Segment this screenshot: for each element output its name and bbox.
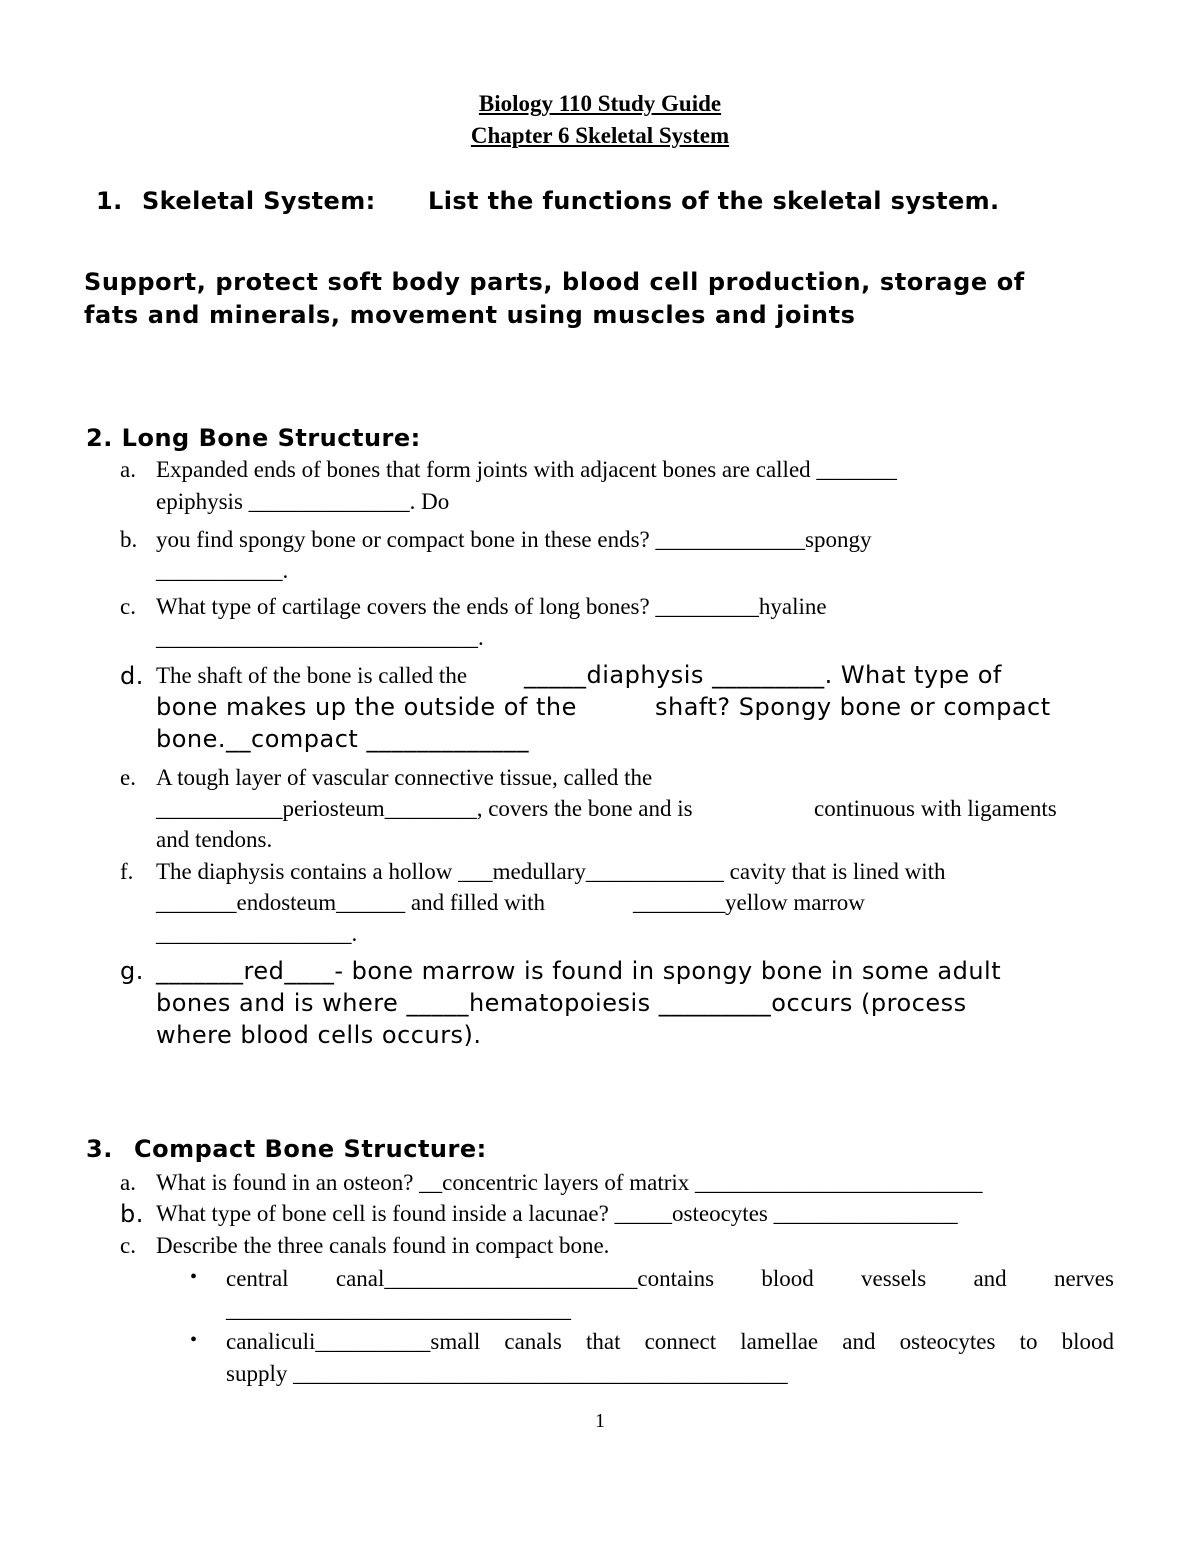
item-3c-marker: c. <box>120 1233 136 1258</box>
bullet1-word: blood <box>761 1266 814 1291</box>
item-2d-line2a: bone makes up the outside of the <box>156 693 577 721</box>
section1-number: 1. <box>96 187 123 215</box>
bullet1-word: central <box>226 1266 289 1291</box>
item-2d-marker: d. <box>120 662 144 690</box>
item-3a-marker: a. <box>120 1170 136 1195</box>
item-2e-line2b: continuous with ligaments <box>814 796 1057 821</box>
bullet1-word: and <box>973 1266 1007 1291</box>
item-2d-line1-serif: The shaft of the bone is called the <box>156 663 468 688</box>
section3-heading: Compact Bone Structure: <box>134 1135 487 1163</box>
item-2f-marker: f. <box>120 859 134 884</box>
bullet2-line1: canaliculi__________small canals that connect lamellae and osteocytes to blood <box>226 1329 1114 1354</box>
item-2c-line1: What type of cartilage covers the ends of long bones? _________hyaline <box>156 594 827 619</box>
section3-number: 3. <box>86 1135 113 1163</box>
section1-answer-line2: fats and minerals, movement using muscles and joints <box>84 301 856 329</box>
item-3b-text: What type of bone cell is found inside a lacunae? _____osteocytes ________________ <box>156 1201 958 1226</box>
item-2c-marker: c. <box>120 594 136 619</box>
item-2f-line3: _________________. <box>156 921 358 946</box>
page-number: 1 <box>595 1410 605 1432</box>
page-title: Biology 110 Study Guide <box>478 91 722 116</box>
item-2g-marker: g. <box>120 957 144 985</box>
item-2f-line1: The diaphysis contains a hollow ___medullary____________ cavity that is lined with <box>156 859 946 884</box>
item-2e-line2a: ___________periosteum________, covers the bone and is <box>156 796 693 821</box>
bullet1-word: canal______________________contains <box>335 1266 715 1291</box>
item-2c-line2: ____________________________. <box>156 625 484 650</box>
bullet2-line2: supply ___________________________________________ <box>226 1361 788 1386</box>
bullet1-line2: ______________________________ <box>226 1297 571 1322</box>
item-2b-marker: b. <box>120 527 138 552</box>
item-2b-line2: ___________. <box>156 558 289 583</box>
item-2d-line1-sans: _____diaphysis _________. What type of <box>524 661 1002 689</box>
item-2g-line2: bones and is where _____hematopoiesis _________occurs (process <box>156 989 967 1017</box>
item-2f-line2a: _______endosteum______ and filled with <box>156 890 546 915</box>
item-2e-line1: A tough layer of vascular connective tissue, called the <box>156 765 653 790</box>
item-2f-line2b: ________yellow marrow <box>633 890 865 915</box>
item-2d-line3: bone.__compact _____________ <box>156 725 529 753</box>
section1-heading: Skeletal System: <box>142 187 376 215</box>
page-subtitle: Chapter 6 Skeletal System <box>470 123 730 148</box>
bullet1-word: nerves <box>1053 1266 1114 1291</box>
item-2b-line1: you find spongy bone or compact bone in these ends? _____________spongy <box>156 527 872 552</box>
bullet1-word: vessels <box>860 1266 927 1291</box>
item-2e-line3: and tendons. <box>156 827 273 852</box>
item-2a-line2: epiphysis ______________. Do <box>156 489 450 514</box>
section2-heading: 2. Long Bone Structure: <box>86 424 421 452</box>
bullet1-line1 <box>226 1267 1114 1290</box>
item-2e-marker: e. <box>120 765 136 790</box>
item-2a-line1: Expanded ends of bones that form joints with adjacent bones are called _______ <box>156 457 897 482</box>
item-3c-text: Describe the three canals found in compact bone. <box>156 1233 610 1258</box>
item-3a-text: What is found in an osteon? __concentric layers of matrix _________________________ <box>156 1170 983 1195</box>
item-2g-line1: _______red____- bone marrow is found in spongy bone in some adult <box>156 957 1002 985</box>
section1-answer-line1: Support, protect soft body parts, blood cell production, storage of <box>84 268 1025 296</box>
item-3b-marker: b. <box>120 1200 144 1228</box>
section1-prompt: List the functions of the skeletal system. <box>428 187 1000 215</box>
item-2d-line2b: shaft? Spongy bone or compact <box>655 693 1051 721</box>
bullet-icon: • <box>190 1266 198 1288</box>
bullet-icon: • <box>190 1329 198 1351</box>
item-2g-line3: where blood cells occurs). <box>156 1021 482 1049</box>
item-2a-marker: a. <box>120 457 136 482</box>
